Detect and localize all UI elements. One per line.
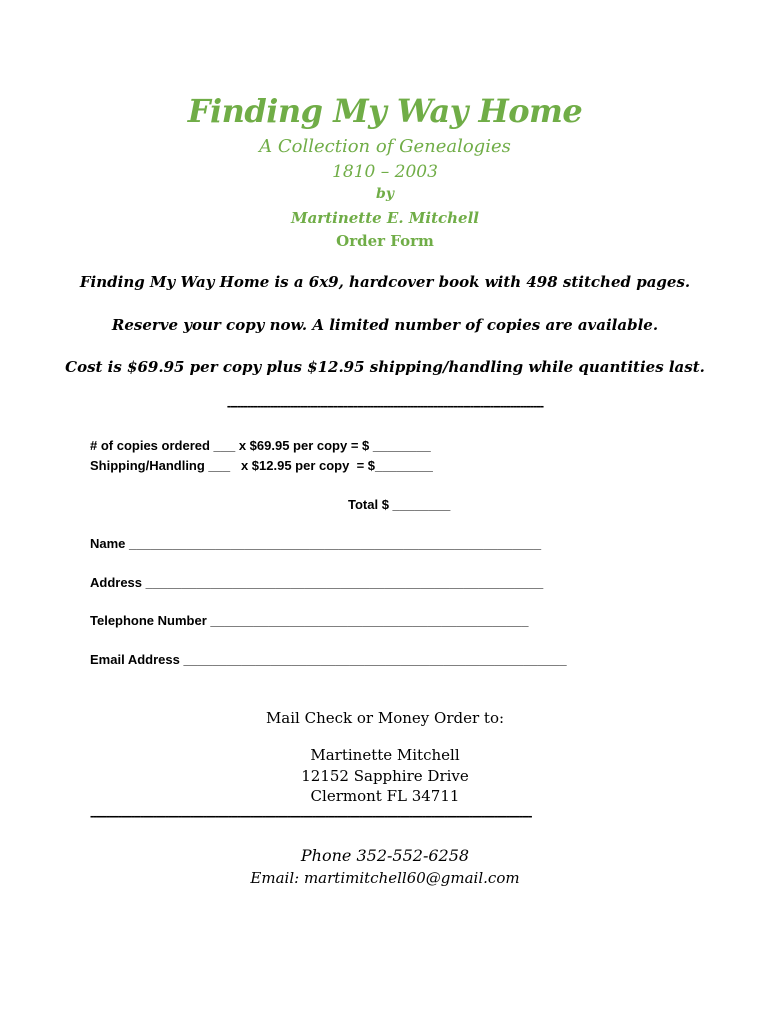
description-line-reserve: Reserve your copy now. A limited number of copies are available. bbox=[111, 316, 659, 334]
address-field[interactable]: Address _______________________________________________________ bbox=[90, 575, 544, 590]
name-field[interactable]: Name _________________________________________________________ bbox=[90, 536, 542, 551]
description-line-format: Finding My Way Home is a 6x9, hardcover book with 498 stitched pages. bbox=[79, 273, 691, 291]
author-name: Martinette E. Mitchell bbox=[290, 209, 479, 227]
book-title: Finding My Way Home bbox=[187, 92, 583, 130]
mailing-city: Clermont FL 34711 bbox=[310, 787, 460, 805]
contact-email[interactable]: Email: martimitchell60@gmail.com bbox=[250, 869, 520, 887]
year-range: 1810 – 2003 bbox=[332, 162, 438, 182]
separator-short: ----------------------------------------------------------------------------------------------- bbox=[226, 398, 544, 413]
shipping-handling-line[interactable]: Shipping/Handling ___ x $12.95 per copy = $________ bbox=[90, 458, 433, 473]
email-field[interactable]: Email Address _____________________________________________________ bbox=[90, 652, 567, 667]
order-form-label: Order Form bbox=[336, 232, 434, 250]
total-line[interactable]: Total $ ________ bbox=[348, 497, 451, 512]
description-line-cost: Cost is $69.95 per copy plus $12.95 shipping/handling while quantities last. bbox=[65, 358, 705, 376]
copies-ordered-line[interactable]: # of copies ordered ___ x $69.95 per copy = $ ________ bbox=[90, 438, 431, 453]
mailing-street: 12152 Sapphire Drive bbox=[301, 767, 469, 785]
telephone-field[interactable]: Telephone Number ____________________________________________ bbox=[90, 613, 529, 628]
contact-phone: Phone 352-552-6258 bbox=[300, 846, 470, 865]
by-label: by bbox=[376, 186, 394, 202]
book-subtitle: A Collection of Genealogies bbox=[259, 136, 511, 157]
mailing-name: Martinette Mitchell bbox=[310, 746, 460, 764]
separator-long: --------------------------------------------------------------------------------------------------------------------------------------------- bbox=[90, 808, 532, 823]
mail-instruction: Mail Check or Money Order to: bbox=[265, 709, 505, 727]
